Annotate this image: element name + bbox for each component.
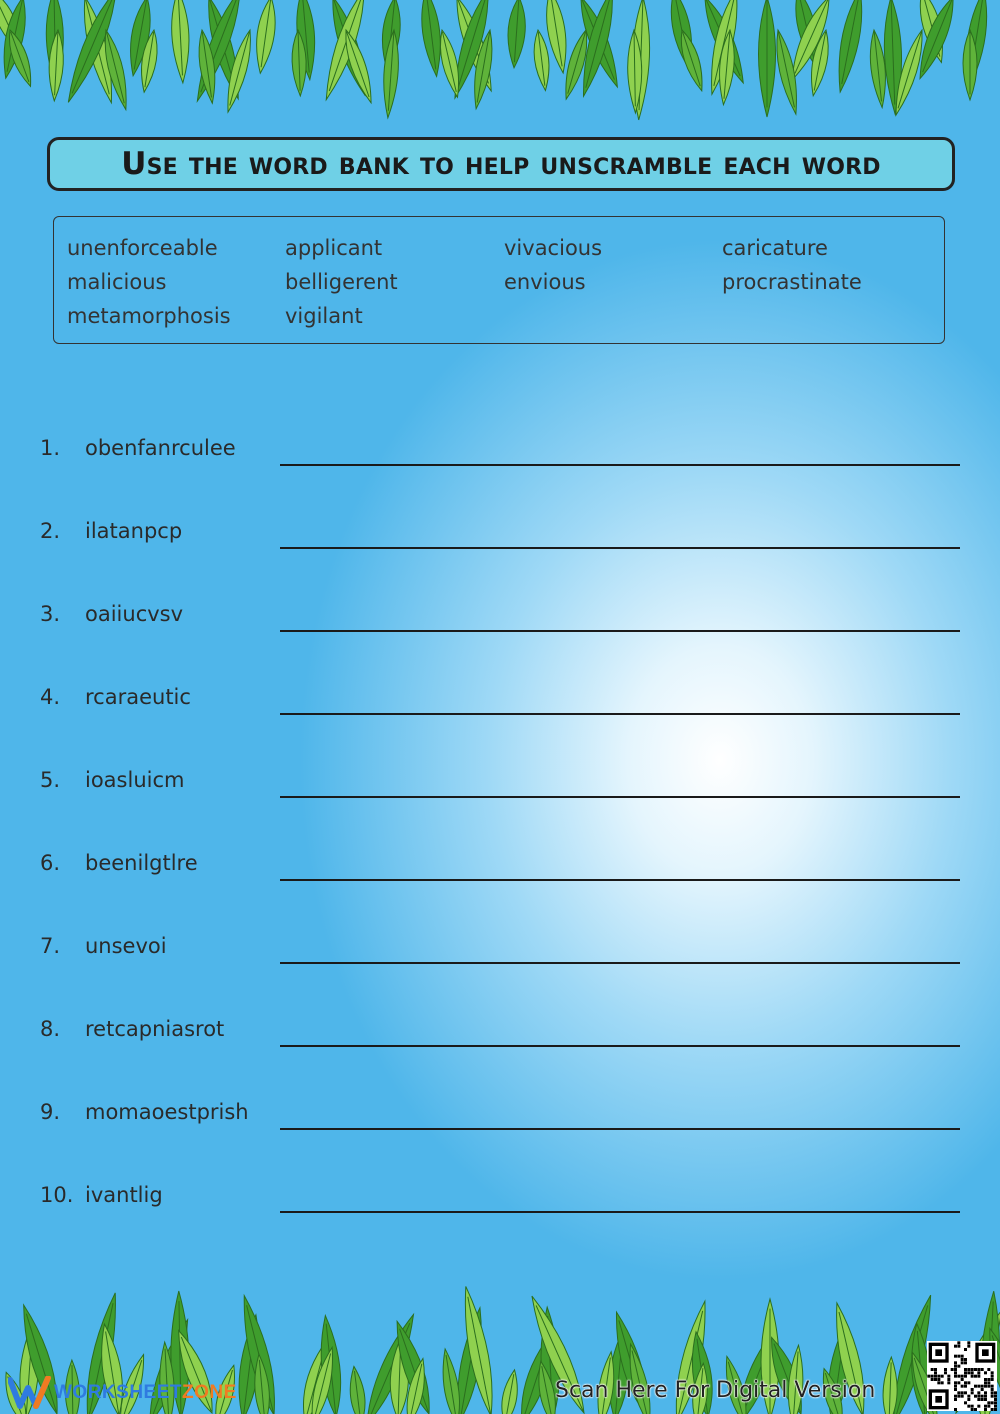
- instruction-banner: [47, 137, 955, 191]
- qr-module: [964, 1371, 967, 1374]
- qr-module: [981, 1395, 984, 1398]
- qr-module: [967, 1381, 970, 1384]
- scrambled-word: unsevoi: [85, 934, 167, 958]
- qr-module: [964, 1358, 967, 1361]
- qr-module: [964, 1361, 967, 1364]
- word-bank-column-1: [67, 231, 231, 333]
- qr-module: [967, 1341, 970, 1344]
- qr-module: [974, 1368, 977, 1371]
- bank-word: belligerent: [285, 270, 398, 294]
- qr-module: [954, 1375, 957, 1378]
- bank-word: malicious: [67, 270, 167, 294]
- qr-module: [984, 1381, 987, 1384]
- question-row: [40, 768, 960, 818]
- qr-module: [974, 1408, 977, 1411]
- bank-word: vigilant: [285, 304, 363, 328]
- brand-name-part1: WORKSHEET: [54, 1382, 182, 1403]
- scrambled-word: ivantlig: [85, 1183, 163, 1207]
- qr-module: [971, 1408, 974, 1411]
- qr-module: [931, 1375, 934, 1378]
- qr-module: [954, 1361, 957, 1364]
- qr-module: [994, 1401, 997, 1404]
- qr-module: [954, 1395, 957, 1398]
- qr-module: [977, 1405, 980, 1408]
- scrambled-word: rcaraeutic: [85, 685, 191, 709]
- qr-code-icon[interactable]: [927, 1341, 997, 1411]
- question-row: [40, 602, 960, 652]
- qr-module: [927, 1375, 930, 1378]
- qr-module: [954, 1345, 957, 1348]
- bank-word: applicant: [285, 236, 383, 260]
- scrambled-word: momaoestprish: [85, 1100, 249, 1124]
- qr-module: [941, 1381, 944, 1384]
- qr-module: [944, 1368, 947, 1371]
- question-number: 5.: [40, 768, 61, 792]
- scrambled-word: ilatanpcp: [85, 519, 183, 543]
- qr-module: [937, 1378, 940, 1381]
- qr-module: [977, 1368, 980, 1371]
- qr-module: [967, 1405, 970, 1408]
- answer-line[interactable]: [280, 1128, 960, 1130]
- qr-module: [954, 1408, 957, 1411]
- qr-module: [931, 1368, 934, 1371]
- qr-module: [987, 1378, 990, 1381]
- qr-module: [977, 1371, 980, 1374]
- qr-module: [981, 1398, 984, 1401]
- answer-line[interactable]: [280, 1211, 960, 1213]
- question-row: [40, 519, 960, 569]
- qr-module: [957, 1381, 960, 1384]
- qr-module: [961, 1385, 964, 1388]
- qr-module: [977, 1395, 980, 1398]
- qr-module: [935, 1396, 942, 1403]
- qr-module: [984, 1391, 987, 1394]
- qr-module: [964, 1368, 967, 1371]
- scrambled-word: retcapniasrot: [85, 1017, 225, 1041]
- word-bank-column-4: [722, 231, 862, 299]
- qr-module: [971, 1391, 974, 1394]
- bank-word: vivacious: [504, 236, 603, 260]
- qr-module: [994, 1408, 997, 1411]
- qr-module: [977, 1391, 980, 1394]
- qr-module: [941, 1375, 944, 1378]
- answer-line[interactable]: [280, 879, 960, 881]
- qr-module: [984, 1408, 987, 1411]
- qr-module: [981, 1368, 984, 1371]
- qr-module: [961, 1375, 964, 1378]
- qr-module: [971, 1368, 974, 1371]
- question-number: 2.: [40, 519, 61, 543]
- worksheetzone-logo[interactable]: [8, 1376, 237, 1410]
- qr-module: [957, 1341, 960, 1344]
- question-number: 4.: [40, 685, 61, 709]
- qr-module: [951, 1368, 954, 1371]
- bank-word: envious: [504, 270, 586, 294]
- question-number: 3.: [40, 602, 61, 626]
- qr-module: [957, 1345, 960, 1348]
- question-row: [40, 851, 960, 901]
- qr-module: [977, 1375, 980, 1378]
- answer-line[interactable]: [280, 796, 960, 798]
- qr-module: [967, 1368, 970, 1371]
- qr-module: [991, 1401, 994, 1404]
- question-number: 8.: [40, 1017, 61, 1041]
- scrambled-word: oaiiucvsv: [85, 602, 184, 626]
- qr-module: [991, 1395, 994, 1398]
- word-bank-box: [53, 216, 945, 344]
- scrambled-word: ioasluicm: [85, 768, 185, 792]
- word-bank-column-2: [285, 231, 398, 333]
- leaf-icon: [347, 1366, 368, 1414]
- question-row: [40, 1183, 960, 1233]
- answer-line[interactable]: [280, 547, 960, 549]
- qr-module: [981, 1385, 984, 1388]
- qr-module: [964, 1401, 967, 1404]
- qr-module: [991, 1385, 994, 1388]
- qr-module: [957, 1391, 960, 1394]
- qr-module: [982, 1349, 989, 1356]
- qr-module: [987, 1401, 990, 1404]
- qr-module: [984, 1378, 987, 1381]
- bank-word: caricature: [722, 236, 828, 260]
- qr-module: [964, 1381, 967, 1384]
- question-row: [40, 934, 960, 984]
- qr-module: [947, 1381, 950, 1384]
- qr-module: [987, 1381, 990, 1384]
- qr-module: [974, 1375, 977, 1378]
- qr-module: [984, 1371, 987, 1374]
- instruction-title: Use the word bank to help unscramble each word: [121, 146, 881, 182]
- question-number: 10.: [40, 1183, 74, 1207]
- qr-module: [947, 1375, 950, 1378]
- qr-module: [957, 1395, 960, 1398]
- qr-module: [937, 1381, 940, 1384]
- brand-name-part2: ZONE: [182, 1382, 237, 1403]
- qr-module: [954, 1398, 957, 1401]
- bank-word: metamorphosis: [67, 304, 231, 328]
- qr-module: [991, 1375, 994, 1378]
- question-row: [40, 685, 960, 735]
- qr-module: [957, 1375, 960, 1378]
- bank-word: unenforceable: [67, 236, 218, 260]
- brand-name: [54, 1382, 237, 1404]
- qr-module: [981, 1388, 984, 1391]
- qr-module: [984, 1405, 987, 1408]
- qr-module: [934, 1378, 937, 1381]
- qr-module: [947, 1378, 950, 1381]
- qr-module: [977, 1385, 980, 1388]
- qr-module: [994, 1398, 997, 1401]
- qr-module: [971, 1388, 974, 1391]
- answer-line[interactable]: [280, 464, 960, 466]
- qr-module: [961, 1355, 964, 1358]
- qr-module: [967, 1395, 970, 1398]
- qr-module: [954, 1368, 957, 1371]
- qr-module: [944, 1371, 947, 1374]
- question-number: 7.: [40, 934, 61, 958]
- word-bank-column-3: [504, 231, 602, 299]
- qr-module: [961, 1361, 964, 1364]
- qr-module: [967, 1398, 970, 1401]
- qr-module: [971, 1405, 974, 1408]
- qr-module: [977, 1398, 980, 1401]
- question-number: 9.: [40, 1100, 61, 1124]
- qr-module: [991, 1391, 994, 1394]
- qr-module: [984, 1398, 987, 1401]
- qr-module: [934, 1371, 937, 1374]
- scrambled-word: beenilgtlre: [85, 851, 198, 875]
- qr-module: [991, 1378, 994, 1381]
- qr-module: [961, 1358, 964, 1361]
- qr-module: [961, 1391, 964, 1394]
- question-row: [40, 436, 960, 486]
- qr-module: [974, 1395, 977, 1398]
- answer-line[interactable]: [280, 1045, 960, 1047]
- answer-line[interactable]: [280, 713, 960, 715]
- qr-module: [987, 1368, 990, 1371]
- qr-module: [984, 1395, 987, 1398]
- qr-module: [954, 1371, 957, 1374]
- leaf-icon: [498, 1369, 521, 1414]
- qr-module: [954, 1385, 957, 1388]
- qr-module: [971, 1371, 974, 1374]
- leaf-icon: [0, 1348, 3, 1414]
- qr-module: [967, 1345, 970, 1348]
- worksheetzone-logo-icon: [8, 1376, 54, 1410]
- scrambled-word: obenfanrculee: [85, 436, 236, 460]
- qr-module: [954, 1355, 957, 1358]
- qr-module: [961, 1378, 964, 1381]
- qr-module: [991, 1388, 994, 1391]
- qr-module: [994, 1395, 997, 1398]
- question-row: [40, 1017, 960, 1067]
- qr-module: [964, 1391, 967, 1394]
- qr-module: [987, 1405, 990, 1408]
- qr-module: [937, 1375, 940, 1378]
- qr-module: [967, 1371, 970, 1374]
- qr-module: [931, 1378, 934, 1381]
- qr-module: [935, 1349, 942, 1356]
- bank-word: procrastinate: [722, 270, 862, 294]
- answer-line[interactable]: [280, 962, 960, 964]
- qr-module: [957, 1355, 960, 1358]
- qr-module: [987, 1385, 990, 1388]
- qr-module: [984, 1385, 987, 1388]
- answer-line[interactable]: [280, 630, 960, 632]
- qr-module: [971, 1375, 974, 1378]
- qr-module: [961, 1395, 964, 1398]
- qr-module: [991, 1371, 994, 1374]
- qr-module: [934, 1375, 937, 1378]
- question-number: 1.: [40, 436, 61, 460]
- qr-module: [954, 1381, 957, 1384]
- qr-module: [964, 1385, 967, 1388]
- top-leaf-border: [0, 0, 1000, 140]
- scan-instruction: Scan Here For Digital Version: [555, 1378, 876, 1403]
- qr-module: [964, 1375, 967, 1378]
- qr-module: [964, 1348, 967, 1351]
- qr-module: [974, 1385, 977, 1388]
- qr-module: [994, 1405, 997, 1408]
- qr-module: [957, 1365, 960, 1368]
- qr-module: [994, 1391, 997, 1394]
- question-row: [40, 1100, 960, 1150]
- question-number: 6.: [40, 851, 61, 875]
- qr-module: [954, 1388, 957, 1391]
- leaf-icon: [832, 0, 869, 94]
- qr-module: [954, 1365, 957, 1368]
- qr-module: [991, 1408, 994, 1411]
- qr-module: [934, 1368, 937, 1371]
